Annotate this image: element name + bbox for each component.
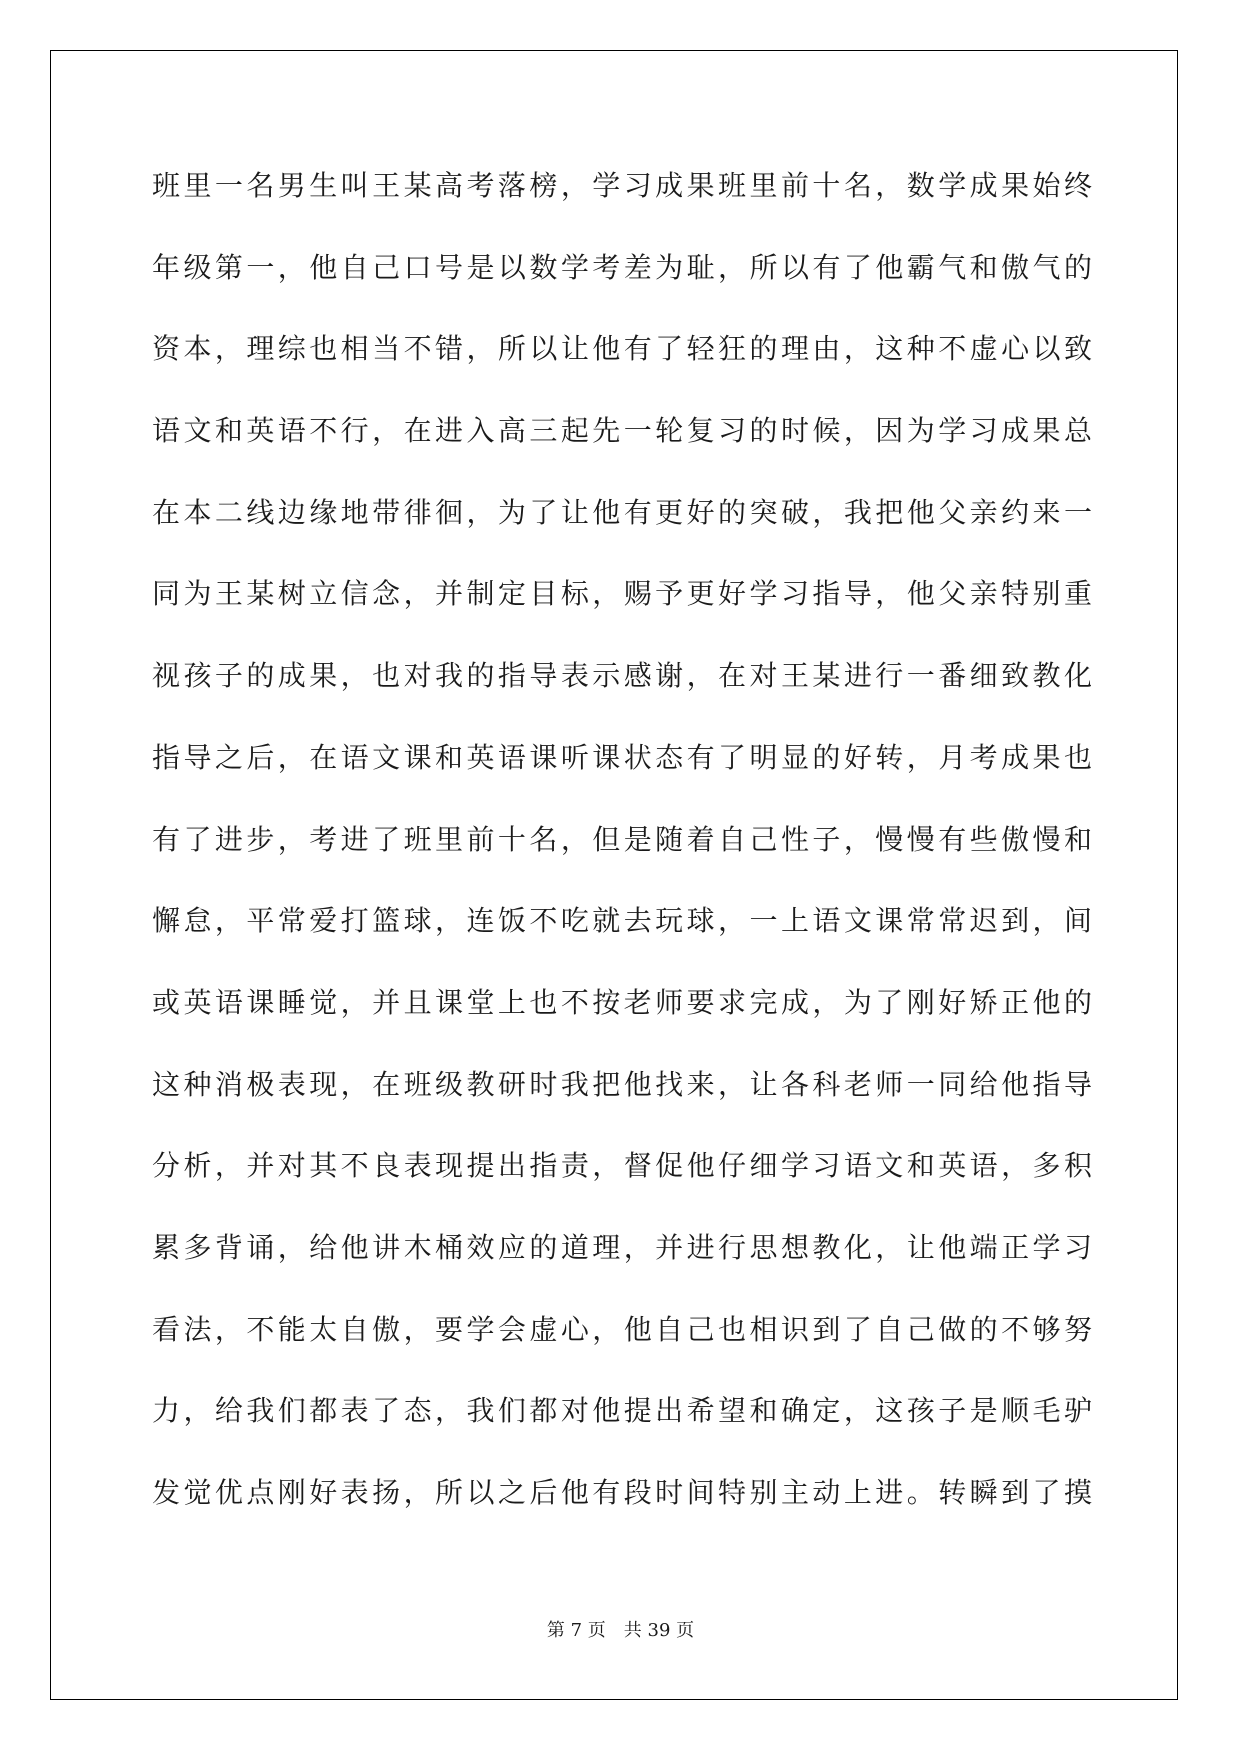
text-line: 或英语课睡觉，并且课堂上也不按老师要求完成，为了刚好矫正他的 xyxy=(152,985,1092,1019)
text-line: 视孩子的成果，也对我的指导表示感谢，在对王某进行一番细致教化 xyxy=(152,659,1092,693)
text-line: 看法，不能太自傲，要学会虚心，他自己也相识到了自己做的不够努 xyxy=(152,1312,1092,1346)
text-line: 同为王某树立信念，并制定目标，赐予更好学习指导，他父亲特别重 xyxy=(152,577,1092,611)
text-line: 指导之后，在语文课和英语课听课状态有了明显的好转，月考成果也 xyxy=(152,740,1092,774)
page-number: 第 7 页 xyxy=(546,1620,606,1641)
text-line: 有了进步，考进了班里前十名，但是随着自己性子，慢慢有些傲慢和 xyxy=(152,822,1092,856)
text-line: 发觉优点刚好表扬，所以之后他有段时间特别主动上进。转瞬到了摸 xyxy=(152,1476,1092,1509)
page-total: 共 39 页 xyxy=(623,1620,695,1641)
text-line: 累多背诵，给他讲木桶效应的道理，并进行思想教化，让他端正学习 xyxy=(152,1230,1092,1264)
text-line: 在本二线边缘地带徘徊，为了让他有更好的突破，我把他父亲约来一 xyxy=(152,495,1092,529)
text-line: 资本，理综也相当不错，所以让他有了轻狂的理由，这种不虚心以致 xyxy=(152,332,1092,366)
page-footer xyxy=(0,1616,1241,1642)
text-line: 班里一名男生叫王某高考落榜，学习成果班里前十名，数学成果始终 xyxy=(152,169,1092,202)
text-line: 语文和英语不行，在进入高三起先一轮复习的时候，因为学习成果总 xyxy=(152,414,1092,448)
text-line: 懈怠，平常爱打篮球，连饭不吃就去玩球，一上语文课常常迟到，间 xyxy=(152,904,1092,938)
text-line: 力，给我们都表了态，我们都对他提出希望和确定，这孩子是顺毛驴 xyxy=(152,1394,1092,1428)
text-line: 这种消极表现，在班级教研时我把他找来，让各科老师一同给他指导 xyxy=(152,1067,1092,1101)
text-line: 分析，并对其不良表现提出指责，督促他仔细学习语文和英语，多积 xyxy=(152,1149,1092,1183)
text-line: 年级第一，他自己口号是以数学考差为耻，所以有了他霸气和傲气的 xyxy=(152,250,1092,284)
body-text xyxy=(152,156,1092,1545)
